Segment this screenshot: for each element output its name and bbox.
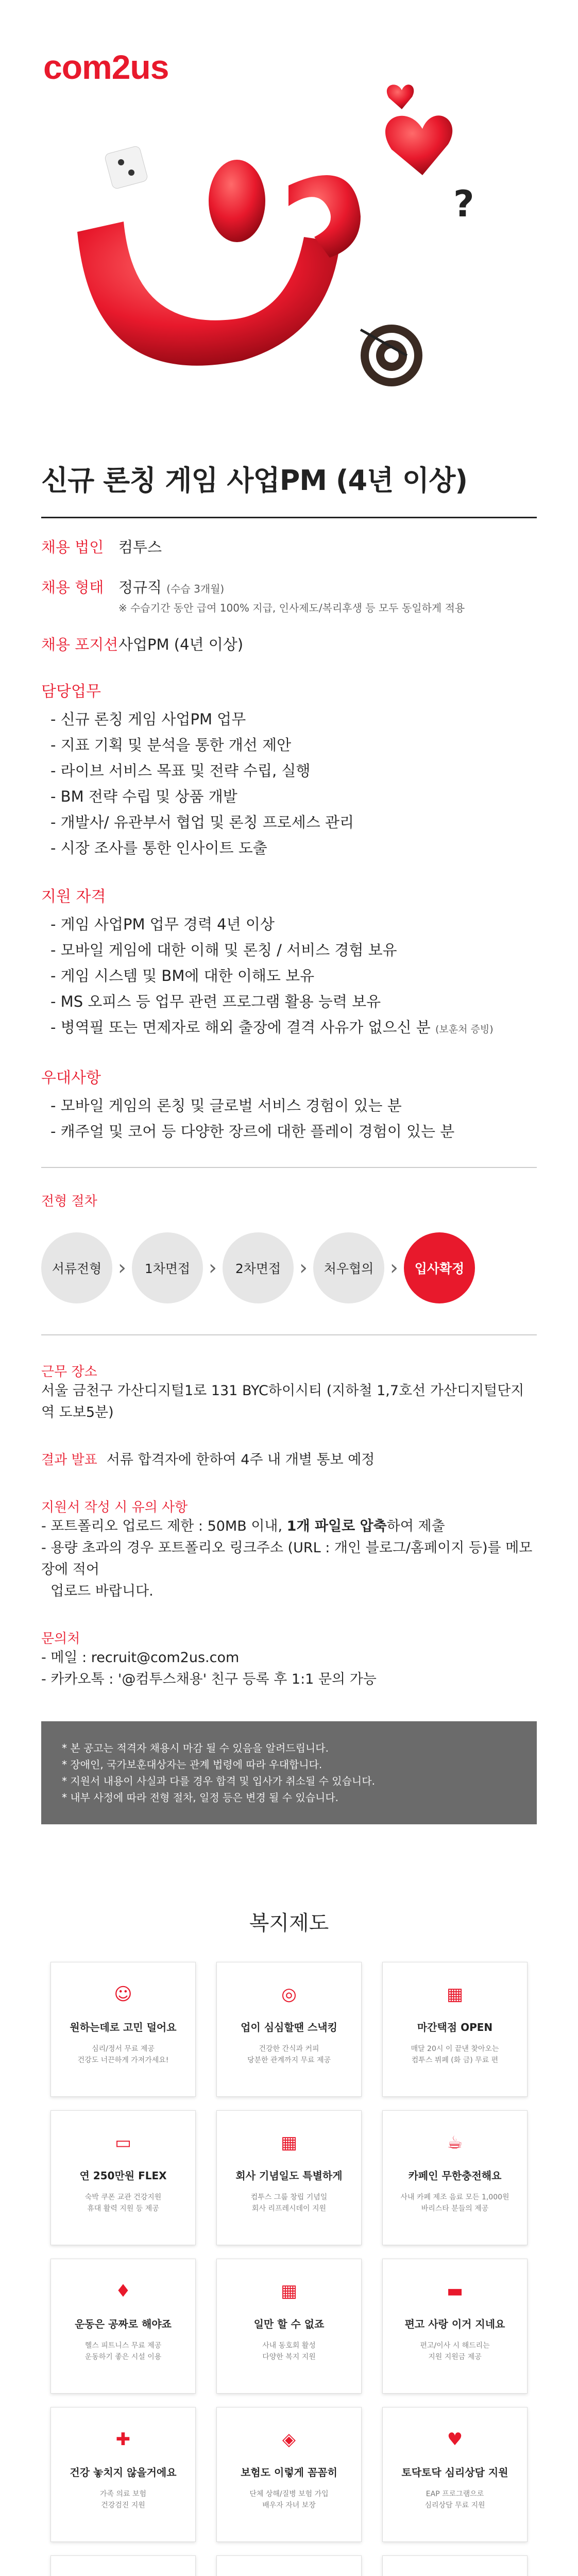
benefit-name: 편고 사랑 이거 지네요 xyxy=(404,2318,505,2330)
benefit-desc: 가족 의료 보험 건강검진 지원 xyxy=(99,2490,147,2510)
heart-hands-icon: ♥ xyxy=(447,2429,463,2450)
health-icon: ✚ xyxy=(115,2429,131,2450)
benefit-card xyxy=(216,2259,362,2394)
meta-note: ※ 수습기간 동안 급여 100% 지급, 인사제도/복리후생 등 모두 동일하게 적용 xyxy=(118,602,465,614)
benefit-desc: 심리/정서 무료 제공 건강도 너끈하게 가져가세요! xyxy=(77,2045,169,2064)
list-item: - BM 전략 수립 및 상품 개발 xyxy=(50,788,237,805)
benefit-desc: 사내 카페 제조 음료 모든 1,000원 바리스타 분들의 제공 xyxy=(400,2193,509,2213)
section-heading: 근무 장소 xyxy=(41,1364,97,1380)
benefit-name: 카페인 무한충전해요 xyxy=(408,2170,502,2182)
benefit-name: 보험도 이렇게 꼼꼼히 xyxy=(241,2466,337,2479)
chevron-right-icon: › xyxy=(390,1256,398,1280)
red-ball xyxy=(209,160,265,242)
section-heading: 전형 절차 xyxy=(41,1194,97,1209)
section-title: 복지제도 xyxy=(249,1911,329,1935)
benefit-card xyxy=(50,2555,196,2576)
list-item: - 지표 기획 및 분석을 통한 개선 제안 xyxy=(50,736,292,754)
smile-icon: ☺ xyxy=(114,1984,132,2005)
divider xyxy=(41,1334,537,1335)
notes-section xyxy=(41,1497,537,1602)
chevron-right-icon: › xyxy=(209,1256,217,1280)
heart-small xyxy=(387,84,414,109)
process-step: 입사확정 xyxy=(404,1232,475,1303)
notes-line: - 포트폴리오 업로드 제한 : 50MB 이내, 1개 파일로 압축하여 제출 xyxy=(41,1518,445,1534)
process-step: 서류전형 xyxy=(41,1232,112,1303)
list-item: - MS 오피스 등 업무 관련 프로그램 활용 능력 보유 xyxy=(50,993,381,1010)
preferred-section xyxy=(41,1065,537,1144)
disclaimer-line: * 지원서 내용이 사실과 다를 경우 합격 및 입사가 취소될 수 있습니다. xyxy=(62,1775,375,1787)
meta-value: 사업PM (4년 이상) xyxy=(118,636,244,653)
benefit-name: 토닥토닥 심리상담 지원 xyxy=(401,2466,508,2479)
store-icon: ▦ xyxy=(446,1984,464,2005)
list-item: - 게임 시스템 및 BM에 대한 이해도 보유 xyxy=(50,967,315,985)
meta-value: 정규직 (수습 3개월) xyxy=(118,579,225,596)
smile-shape xyxy=(77,222,340,366)
coins-icon xyxy=(440,2573,469,2576)
benefit-card xyxy=(382,2555,528,2576)
benefit-name: 운동은 공짜로 해야죠 xyxy=(75,2318,172,2330)
benefit-desc: 단체 상해/질병 보험 가입 배우자 자녀 보장 xyxy=(249,2490,329,2510)
gift-icon xyxy=(109,2573,138,2576)
gym-icon: ♦ xyxy=(115,2281,131,2301)
process-step: 1차면접 xyxy=(132,1232,203,1303)
card-icon: ▭ xyxy=(114,2132,132,2153)
section-heading: 결과 발표 xyxy=(41,1452,97,1468)
benefit-card xyxy=(50,2259,196,2394)
list-item: - 시장 조사를 통한 인사이트 도출 xyxy=(50,839,267,857)
section-heading: 문의처 xyxy=(41,1631,80,1647)
benefit-desc: 숙박 쿠폰 교관 건강지원 휴대 활력 지원 등 제공 xyxy=(84,2193,162,2213)
note-small: (보훈처 증빙) xyxy=(435,1024,494,1035)
divider xyxy=(41,1167,537,1168)
process-steps xyxy=(41,1224,537,1312)
disclaimer-box xyxy=(41,1721,537,1824)
benefit-card xyxy=(216,2555,362,2576)
calendar-icon: ▦ xyxy=(280,2132,298,2153)
gift-calendar-icon: ▦ xyxy=(280,2281,298,2301)
benefit-card xyxy=(216,2407,362,2542)
benefit-desc: 사내 동호회 활성 다양한 복지 지원 xyxy=(262,2342,316,2361)
contact-email[interactable]: - 메일 : recruit@com2us.com xyxy=(41,1650,240,1666)
benefit-name: 일만 할 수 없죠 xyxy=(253,2318,325,2330)
benefit-card xyxy=(50,2407,196,2542)
meta-row xyxy=(41,518,537,558)
notes-line: - 용량 초과의 경우 포트폴리오 링크주소 (URL : 개인 블로그/홈페이지 등)를 메모장에 적어 xyxy=(41,1540,533,1578)
disclaimer-line: * 장애인, 국가보훈대상자는 관계 법령에 따라 우대합니다. xyxy=(62,1758,322,1771)
benefit-card xyxy=(382,2259,528,2394)
benefit-name: 회사 기념일도 특별하게 xyxy=(235,2170,343,2182)
meta-key: 채용 포지션 xyxy=(41,636,118,653)
benefit-card xyxy=(382,1962,528,2097)
benefit-desc: 컴투스 그룹 창립 기념일 회사 리프레시데이 지원 xyxy=(250,2193,328,2213)
benefit-card xyxy=(382,2110,528,2245)
welfare-section xyxy=(0,1871,578,2576)
benefit-name: 마간택점 OPEN xyxy=(417,2021,493,2033)
dice xyxy=(104,145,148,190)
duties-section xyxy=(41,679,537,861)
location-section xyxy=(41,1361,537,1423)
list-item: - 게임 사업PM 업무 경력 4년 이상 xyxy=(50,916,275,933)
snack-icon: ◎ xyxy=(281,1984,297,2005)
result-text: 서류 합격자에 한하여 4주 내 개별 통보 예정 xyxy=(106,1452,375,1468)
contact-section xyxy=(41,1628,537,1690)
benefit-name: 건강 놓치지 않을거에요 xyxy=(70,2466,177,2479)
benefit-desc: 헬스 피트니스 무료 제공 운동하기 좋은 시설 이용 xyxy=(84,2342,162,2361)
benefit-desc: EAP 프로그램으로 심리상담 무료 지원 xyxy=(424,2490,485,2510)
notes-line: 업로드 바랍니다. xyxy=(50,1583,154,1599)
list-item: - 모바일 게임에 대한 이해 및 론칭 / 서비스 경험 보유 xyxy=(50,941,397,959)
list-item: - 모바일 게임의 론칭 및 글로벌 서비스 경험이 있는 분 xyxy=(50,1097,402,1114)
benefit-name: 연 250만원 FLEX xyxy=(79,2170,167,2182)
list-item: - 병역필 또는 면제자로 해외 출장에 결격 사유가 없으신 분 (보훈처 증빙) xyxy=(50,1019,494,1036)
chevron-right-icon: › xyxy=(118,1256,126,1280)
benefit-card xyxy=(216,2110,362,2245)
chevron-right-icon: › xyxy=(299,1256,308,1280)
luggage-icon xyxy=(275,2573,303,2576)
hero-banner xyxy=(0,0,578,453)
meta-row xyxy=(41,616,537,656)
disclaimer-line: * 내부 사정에 따라 전형 절차, 일정 등은 변경 될 수 있습니다. xyxy=(62,1791,339,1804)
page-title: 신규 론칭 게임 사업PM (4년 이상) xyxy=(41,459,537,518)
qualifications-section xyxy=(41,884,537,1042)
benefit-card xyxy=(50,1962,196,2097)
result-section xyxy=(41,1449,537,1471)
section-heading: 우대사항 xyxy=(41,1069,101,1087)
list-item: - 개발사/ 유관부서 협업 및 론칭 프로세스 관리 xyxy=(50,814,354,831)
benefit-desc: 매달 20시 이 끝낸 찾아오는 컴투스 뷔페 (화 금) 무료 편 xyxy=(411,2045,499,2064)
benefit-card xyxy=(382,2407,528,2542)
benefit-desc: 건강한 간식과 커피 당분한 관계까지 무료 제공 xyxy=(247,2045,331,2064)
hero-illustration xyxy=(0,0,578,453)
location-text: 서울 금천구 가산디지털1로 131 BYC하이시티 (지하철 1,7호선 가산디지털단지역 도보5분) xyxy=(41,1383,524,1420)
red-question-curve xyxy=(288,175,361,258)
company-logo[interactable]: com2us xyxy=(43,48,169,86)
process-step: 2차면접 xyxy=(223,1232,294,1303)
process-section xyxy=(41,1191,537,1312)
benefit-name: 업이 심심할땐 스낵킹 xyxy=(241,2021,337,2033)
benefit-desc: 편고/이사 시 해드리는 지원 지원금 제공 xyxy=(420,2342,490,2361)
section-heading: 지원 자격 xyxy=(41,888,106,906)
list-item: - 라이브 서비스 목표 및 전략 수립, 실행 xyxy=(50,762,311,779)
disclaimer-line: * 본 공고는 적격자 채용시 마감 될 수 있음을 알려드립니다. xyxy=(62,1742,329,1754)
meta-key: 채용 형태 xyxy=(41,579,104,596)
section-heading: 담당업무 xyxy=(41,683,101,701)
benefit-card xyxy=(216,1962,362,2097)
benefit-name: 원하는데로 고민 덜어요 xyxy=(70,2021,177,2033)
bus-icon: ▬ xyxy=(446,2281,464,2301)
list-item: - 캐주얼 및 코어 등 다양한 장르에 대한 플레이 경험이 있는 분 xyxy=(50,1123,455,1140)
section-heading: 지원서 작성 시 유의 사항 xyxy=(41,1500,188,1515)
shield-icon: ◈ xyxy=(282,2429,296,2450)
list-item: - 신규 론칭 게임 사업PM 업무 xyxy=(50,710,246,728)
meta-key: 채용 법인 xyxy=(41,538,104,556)
coffee-icon: ☕ xyxy=(447,2132,463,2153)
contact-kakao: - 카카오톡 : '@컴투스채용' 친구 등록 후 1:1 문의 가능 xyxy=(41,1671,377,1687)
heart-large xyxy=(385,115,452,175)
process-step: 처우협의 xyxy=(313,1232,384,1303)
question-mark: ? xyxy=(453,183,474,225)
benefit-card xyxy=(50,2110,196,2245)
meta-value: 컴투스 xyxy=(118,538,162,556)
meta-row xyxy=(41,558,537,600)
